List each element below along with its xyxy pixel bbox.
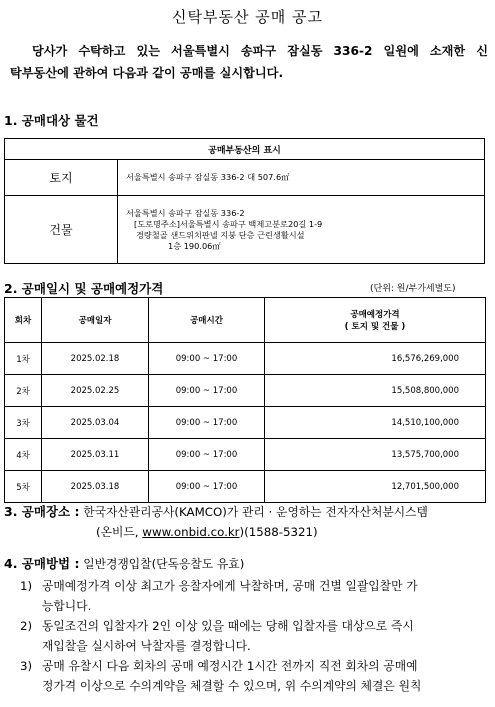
list-item (20, 576, 486, 616)
building-line: 서울특별시 송파구 잠실동 336-2 (126, 207, 245, 218)
section2-heading: 2. 공매일시 및 공매예정가격 (4, 281, 164, 296)
list-item-number: 2) (20, 619, 33, 633)
section3 (4, 502, 488, 542)
list-item (20, 616, 486, 656)
section3-text: 한국자산관리공사(KAMCO)가 관리 · 운영하는 전자자산처분시스템 (83, 505, 428, 519)
building-label: 건물 (5, 196, 118, 264)
page-title: 신탁부동산 공매 공고 (172, 8, 323, 26)
cell-round: 3차 (5, 407, 42, 439)
col-header-time: 공매시간 (149, 298, 265, 343)
list-item-number: 3) (20, 659, 33, 673)
col-header-round: 회차 (5, 298, 42, 343)
building-value (118, 196, 485, 264)
schedule-table (4, 297, 486, 503)
section4 (4, 554, 488, 574)
property-table (4, 138, 485, 264)
table-row (5, 439, 486, 471)
cell-round: 2차 (5, 375, 42, 407)
cell-round: 1차 (5, 343, 42, 375)
cell-date: 2025.02.25 (42, 375, 149, 407)
list-item-line: 공매 유찰시 다음 회차의 공매 예정시간 1시간 전까지 직전 회차의 공매예 (42, 659, 418, 673)
unit-note: (단위: 원/부가세별도) (370, 284, 456, 294)
col-header-price (265, 298, 486, 343)
list-item-text (42, 656, 486, 696)
list-item-line: 정가격 이상으로 수의계약을 체결할 수 있으며, 위 수의계약의 체결은 원칙 (42, 679, 422, 693)
list-item (20, 656, 486, 696)
cell-round: 5차 (5, 471, 42, 503)
cell-date: 2025.02.18 (42, 343, 149, 375)
cell-date: 2025.03.11 (42, 439, 149, 471)
section3-phone: )(1588-5321) (239, 525, 318, 539)
list-item-line: 공매예정가격 이상 최고가 응찰자에게 낙찰하며, 공매 건별 일괄입찰만 가 (42, 579, 418, 593)
cell-date: 2025.03.04 (42, 407, 149, 439)
col-header-date: 공매일자 (42, 298, 149, 343)
cell-time: 09:00 ~ 17:00 (149, 407, 265, 439)
cell-time: 09:00 ~ 17:00 (149, 471, 265, 503)
method-list (20, 576, 486, 696)
list-item-line: 동일조건의 입찰자가 2인 이상 있을 때에는 당해 입찰자를 대상으로 즉시 (42, 619, 414, 633)
intro-line-2: 탁부동산에 관하여 다음과 같이 공매를 실시합니다. (10, 66, 284, 80)
building-line: 경량철골 샌드위치판넬 지붕 단층 근린생활시설 (136, 229, 305, 240)
section1-heading: 1. 공매대상 물건 (4, 113, 99, 128)
list-item-text (42, 576, 486, 616)
list-item-line: 능합니다. (42, 599, 92, 613)
cell-time: 09:00 ~ 17:00 (149, 343, 265, 375)
col-header-price-title: 공매예정가격 (350, 310, 400, 320)
list-item-line: 재입찰을 실시하여 낙찰자를 결정합니다. (42, 639, 251, 653)
cell-price: 12,701,500,000 (265, 471, 486, 503)
land-value: 서울특별시 송파구 잠실동 336-2 대 507.6㎡ (118, 160, 485, 196)
table-row (5, 471, 486, 503)
land-label: 토지 (5, 160, 118, 196)
col-header-price-sub: ( 토지 및 건물 ) (344, 322, 406, 332)
building-line: [도로명주소]서울특별시 송파구 백제고분로20길 1-9 (134, 218, 323, 229)
cell-price: 14,510,100,000 (265, 407, 486, 439)
list-item-text (42, 616, 486, 656)
cell-price: 16,576,269,000 (265, 343, 486, 375)
cell-price: 15,508,800,000 (265, 375, 486, 407)
cell-time: 09:00 ~ 17:00 (149, 375, 265, 407)
intro-line-1: 당사가 수탁하고 있는 서울특별시 송파구 잠실동 336-2 일원에 소재한 신 (32, 44, 488, 58)
section3-heading: 3. 공매장소 : (4, 504, 80, 519)
table-row (5, 375, 486, 407)
cell-price: 13,575,700,000 (265, 439, 486, 471)
section4-method: 일반경쟁입찰(단독응찰도 유효) (83, 557, 245, 571)
table-row (5, 407, 486, 439)
cell-time: 09:00 ~ 17:00 (149, 439, 265, 471)
property-table-header: 공매부동산의 표시 (5, 139, 485, 160)
list-item-number: 1) (20, 579, 33, 593)
section4-heading: 4. 공매방법 : (4, 556, 80, 571)
section3-text: (온비드, (96, 525, 139, 539)
onbid-link[interactable]: www.onbid.co.kr (142, 525, 240, 539)
intro-paragraph (10, 40, 488, 84)
table-row (5, 343, 486, 375)
building-line: 1층 190.06㎡ (168, 240, 221, 251)
cell-date: 2025.03.18 (42, 471, 149, 503)
cell-round: 4차 (5, 439, 42, 471)
